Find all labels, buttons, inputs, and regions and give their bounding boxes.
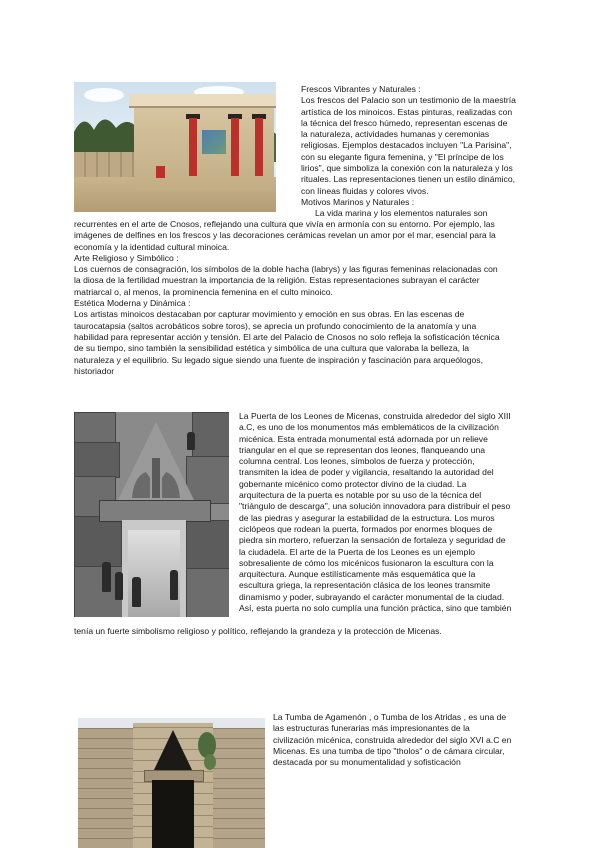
- text-line: con líneas fluidas y colores vivos.: [301, 185, 429, 196]
- text-line: historiador: [74, 365, 115, 376]
- text-line: de las piedras y asegurar la estabilidad de la estructura. Los muros: [239, 512, 495, 523]
- text-line: las estructuras funerarias más impresionantes de la: [273, 723, 470, 734]
- knossos-palace-photo: [74, 82, 276, 212]
- text-line: dinamismo y poder, subrayando el carácter monumental de la ciudad.: [239, 591, 505, 602]
- text-line: destacada por su monumentalidad y sofisticación: [273, 757, 461, 768]
- text-line: La Tumba de Agamenón , o Tumba de los Atridas , es una de: [273, 712, 507, 722]
- text-line: la diosa de la fertilidad muestran la importancia de la religión. Estas representaciones subrayan el carácter: [74, 275, 480, 286]
- text-line: micénica. Esta entrada monumental está adornada por un relieve: [239, 433, 488, 444]
- text-line: Así, esta puerta no solo cumplía una función práctica, sino que también: [239, 603, 512, 614]
- text-line: arquitectura. Aunque estilísticamente más esquemática que la: [239, 569, 476, 580]
- text-line: a.C, es uno de los monumentos más emblemáticos de la civilización: [239, 422, 499, 433]
- text-line: artística de los minoicos. Estas pinturas, realizadas con: [301, 106, 513, 117]
- text-line: escultura griega, la representación clásica de los leones transmite: [239, 580, 491, 591]
- text-line: columna central. Los leones, símbolos de fuerza y protección,: [239, 456, 475, 467]
- text-line: la ciudadela. El arte de la Puerta de los Leones es un ejemplo: [239, 546, 476, 557]
- text-line: triangular en el que se representan dos leones, flanqueando una: [239, 444, 486, 455]
- text-line: ciclópeos que rodean la puerta, formados por enormes bloques de: [239, 523, 493, 534]
- text-line: economía y la identidad cultural minoica.: [74, 241, 230, 252]
- text-line: taurocatapsia (saltos acrobáticos sobre toros), se aprecia un profundo conocimiento de la anatomía y una: [74, 320, 477, 331]
- heading-estetica-moderna: Estética Moderna y Dinámica :: [74, 298, 191, 309]
- text-line: habilidad para representar acción y tensión. El arte del Palacio de Cnosos no solo refleja la sofisticación técnica: [74, 331, 500, 342]
- heading-arte-religioso: Arte Religioso y Simbólico :: [74, 252, 179, 263]
- tomb-of-agamemnon-photo: [78, 718, 265, 848]
- text-line: Los artistas minoicos destacaban por capturar movimiento y emoción en sus obras. En las escenas de: [74, 309, 465, 320]
- text-line: "triángulo de descarga", una solución innovadora para distribuir el peso: [239, 501, 511, 512]
- text-line: imágenes de delfines en los frescos y las decoraciones cerámicas revelan un amor por el mar, esencial para la: [74, 230, 496, 241]
- text-line: piedra sin mortero, refuerzan la sensación de fortaleza y seguridad de: [239, 535, 506, 546]
- frescos-side-text: [301, 84, 593, 220]
- agamemnon-side-text: [273, 712, 595, 768]
- heading-motivos-marinos: Motivos Marinos y Naturales :: [301, 196, 415, 207]
- text-line: Los frescos del Palacio son un testimonio de la maestría: [301, 95, 516, 106]
- text-line: civilización micénica, construida alrededor del siglo XVI a.C en: [273, 734, 512, 745]
- text-line: sobresaliente de cómo los micénicos fusionaron la escultura con la: [239, 557, 494, 568]
- text-line: transmiten la idea de poder y vigilancia, resaltando la autoridad del: [239, 467, 494, 478]
- text-line: recurrentes en el arte de Cnosos, reflejando una cultura que vivía en armonía con su entorno. Por ejemplo, las: [74, 219, 495, 229]
- text-line: Micenas. Es una tumba de tipo "tholos" o de cámara circular,: [273, 745, 505, 756]
- text-line: La vida marina y los elementos naturales son: [315, 208, 488, 219]
- section1-full-text: [74, 219, 594, 377]
- text-line: de su tiempo, sino también la sensibilidad estética y simbólica de una cultura que valoraba la belleza, la: [74, 343, 470, 354]
- text-line: la naturaleza, actividades humanas y ceremonias: [301, 129, 490, 140]
- text-line: con su elegante figura femenina, y "El príncipe de los: [301, 151, 504, 162]
- text-line: religiosas. Ejemplos destacados incluyen "La Parisina",: [301, 140, 512, 151]
- text-line: gobernante micénico como protector divino de la ciudad. La: [239, 478, 467, 489]
- text-line: Los cuernos de consagración, los símbolos de la doble hacha (labrys) y las figuras femeninas relacionadas con: [74, 264, 498, 275]
- text-line: arquitectura de la puerta es notable por su uso de la técnica del: [239, 490, 482, 501]
- text-line: La Puerta de los Leones de Micenas, construida alrededor del siglo XIII: [239, 411, 511, 421]
- text-line: matriarcal o, al menos, la prominencia femenina en el culto minoico.: [74, 286, 333, 297]
- lion-gate-full-line: [74, 626, 594, 637]
- text-line: lirios", que simboliza la conexión con la naturaleza y los: [301, 163, 513, 174]
- lion-gate-side-text: [239, 411, 595, 614]
- text-line: naturaleza y el equilibrio. Su legado sigue siendo una fuente de inspiración y fascinación para arqueólogos,: [74, 354, 483, 365]
- lion-gate-photo: [74, 412, 229, 617]
- heading-frescos: Frescos Vibrantes y Naturales :: [301, 84, 421, 94]
- text-line: tenía un fuerte simbolismo religioso y político, reflejando la grandeza y la protección de Micenas.: [74, 626, 442, 636]
- text-line: la técnica del fresco húmedo, representan escenas de: [301, 117, 508, 128]
- text-line: rituales. Las representaciones tienen un estilo dinámico,: [301, 174, 516, 185]
